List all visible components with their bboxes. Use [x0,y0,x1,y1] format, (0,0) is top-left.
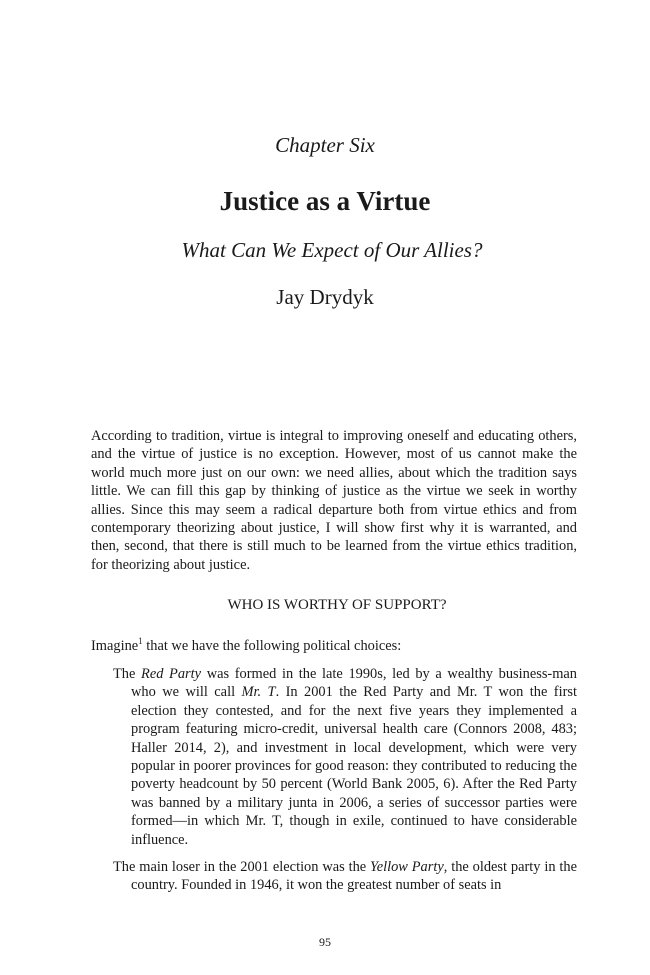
intro-text-end: that we have the following political choices: [142,638,402,654]
page-number: 95 [319,935,331,949]
party-name: Red Party [141,666,202,682]
paragraph-text: was formed in the late 1990s, led by a wealthy business-man who we will call [131,666,577,701]
person-name: Mr. T [241,684,276,701]
chapter-subtitle: What Can We Expect of Our Allies? [181,238,483,262]
chapter-abstract: According to tradition, virtue is integral to improving oneself and educating others, and the virtue of justice is no exception. However, most of us cannot make the world much more just on our own: we need allies, about which the tradition says little. We can fill this gap by thinking of justice as the virtue we seek in worthy allies. Since this may seem a radical departure both from virtue ethics and from contemporary theorizing about justice, I will show first why it is warranted, and then, second, that there is still much to be learned from the virtue ethics tradition, for theorizing about justice. [91,428,577,573]
chapter-label: Chapter Six [275,133,375,157]
footnote-reference[interactable]: 1 [138,636,143,647]
paragraph-lead: The [113,666,142,682]
intro-text-start: Imagine [91,638,139,654]
section-heading: WHO IS WORTHY OF SUPPORT? [227,597,447,613]
paragraph-text: , the oldest party in the country. Founded in 1946, it won the greatest number of seats in [131,859,577,894]
chapter-title: Justice as a Virtue [219,186,431,216]
yellow-party-paragraph [113,858,577,895]
red-party-paragraph [113,665,577,849]
paragraph-text: . In 2001 the Red Party and Mr. T won the first election they contested, and for the next five years they implemented a program featuring micro-credit, universal health care (Connors 2008, 483; Haller 2014, 2), and investment in local development, which were very popular in poorer provinces for good reason: they contributed to reducing the poverty headcount by 50 percent (World Bank 2005, 6). After the Red Party was banned by a military junta in 2006, a series of successor parties were formed—in which Mr. T, though in exile, continued to have considerable influence. [131,684,577,848]
chapter-author: Jay Drydyk [276,285,374,309]
section-intro [91,637,577,655]
paragraph-lead: The main loser in the 2001 election was the [113,859,371,875]
party-name: Yellow Party [370,859,444,875]
